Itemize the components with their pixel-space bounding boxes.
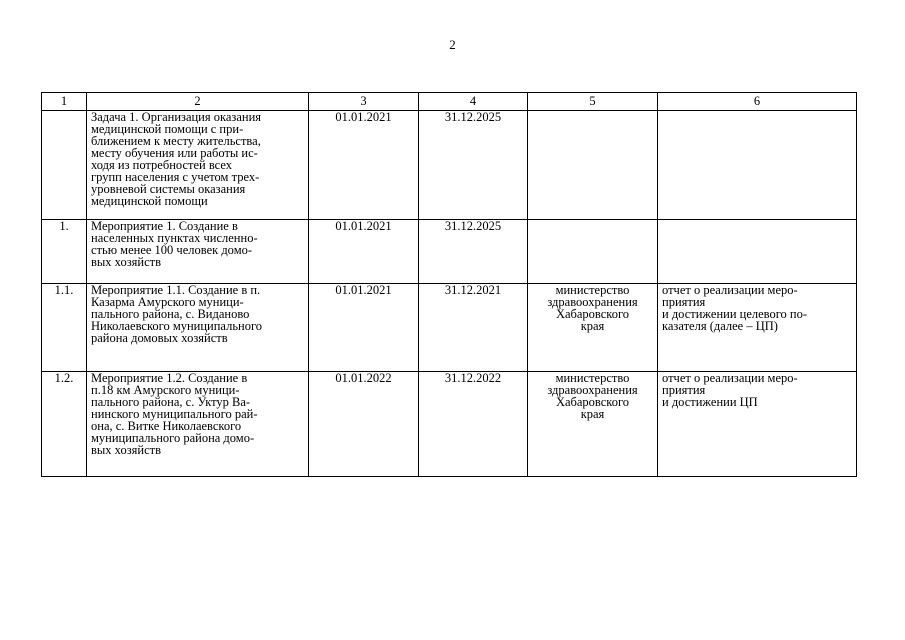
text-line: ближением к месту жительства, xyxy=(91,134,261,148)
executor xyxy=(528,372,658,477)
end-date: 31.12.2021 xyxy=(419,284,528,372)
end-date: 31.12.2025 xyxy=(419,220,528,284)
text-line: приятия xyxy=(662,295,706,309)
text-line: министерство xyxy=(555,283,630,297)
text-line: Николаевского муниципального xyxy=(91,319,263,333)
text-line: медицинской помощи xyxy=(91,194,208,208)
text-line: Мероприятие 1.1. Создание в п. xyxy=(91,283,261,297)
text-line: уровневой системы оказания xyxy=(91,182,246,196)
text-line: Задача 1. Организация оказания xyxy=(91,110,262,124)
text-line: и достижении ЦП xyxy=(662,395,758,409)
start-date: 01.01.2022 xyxy=(309,372,419,477)
table-row xyxy=(42,220,857,284)
table-row xyxy=(42,284,857,372)
column-header-2: 2 xyxy=(87,93,309,111)
executor xyxy=(528,284,658,372)
executor xyxy=(528,111,658,220)
text-line: ходя из потребностей всех xyxy=(91,158,232,172)
text-line: стью менее 100 человек домо- xyxy=(91,243,253,257)
column-header-5: 5 xyxy=(528,93,658,111)
text-line: вых хозяйств xyxy=(91,255,161,269)
text-line: министерство xyxy=(555,371,630,385)
task-description xyxy=(87,284,309,372)
column-header-4: 4 xyxy=(419,93,528,111)
text-line: Мероприятие 1.2. Создание в xyxy=(91,371,248,385)
row-number xyxy=(42,111,87,220)
text-line: Хабаровского xyxy=(555,395,630,409)
expected-result xyxy=(658,220,857,284)
start-date: 01.01.2021 xyxy=(309,111,419,220)
row-number: 1.2. xyxy=(42,372,87,477)
text-line: населенных пунктах численно- xyxy=(91,231,258,245)
header-row xyxy=(42,93,857,111)
start-date: 01.01.2021 xyxy=(309,220,419,284)
table-row xyxy=(42,111,857,220)
action-plan-table xyxy=(41,92,857,477)
end-date: 31.12.2025 xyxy=(419,111,528,220)
text-line: месту обучения или работы ис- xyxy=(91,146,258,160)
column-header-3: 3 xyxy=(309,93,419,111)
text-line: казателя (далее – ЦП) xyxy=(662,319,778,333)
text-line: Мероприятие 1. Создание в xyxy=(91,219,238,233)
text-line: здравоохранения xyxy=(547,295,638,309)
text-line: Хабаровского xyxy=(555,307,630,321)
text-line: пального района, с. Уктур Ва- xyxy=(91,395,251,409)
text-line: отчет о реализации меро- xyxy=(662,371,798,385)
text-line: медицинской помощи с при- xyxy=(91,122,244,136)
text-line: здравоохранения xyxy=(547,383,638,397)
text-line: отчет о реализации меро- xyxy=(662,283,798,297)
expected-result xyxy=(658,284,857,372)
executor xyxy=(528,220,658,284)
task-description xyxy=(87,111,309,220)
text-line: Казарма Амурского муници- xyxy=(91,295,244,309)
text-line: пального района, с. Виданово xyxy=(91,307,250,321)
text-line: вых хозяйств xyxy=(91,443,161,457)
end-date: 31.12.2022 xyxy=(419,372,528,477)
page-number: 2 xyxy=(449,37,456,52)
text-line: края xyxy=(580,319,605,333)
column-header-1: 1 xyxy=(42,93,87,111)
text-line: она, с. Витке Николаевского xyxy=(91,419,242,433)
expected-result xyxy=(658,111,857,220)
expected-result xyxy=(658,372,857,477)
column-header-6: 6 xyxy=(658,93,857,111)
text-line: п.18 км Амурского муници- xyxy=(91,383,240,397)
text-line: края xyxy=(580,407,605,421)
row-number: 1. xyxy=(42,220,87,284)
row-number: 1.1. xyxy=(42,284,87,372)
start-date: 01.01.2021 xyxy=(309,284,419,372)
task-description xyxy=(87,372,309,477)
text-line: нинского муниципального рай- xyxy=(91,407,258,421)
text-line: приятия xyxy=(662,383,706,397)
text-line: и достижении целевого по- xyxy=(662,307,808,321)
table-row xyxy=(42,372,857,477)
text-line: района домовых хозяйств xyxy=(91,331,228,345)
text-line: групп населения с учетом трех- xyxy=(91,170,260,184)
task-description xyxy=(87,220,309,284)
text-line: муниципального района домо- xyxy=(91,431,255,445)
